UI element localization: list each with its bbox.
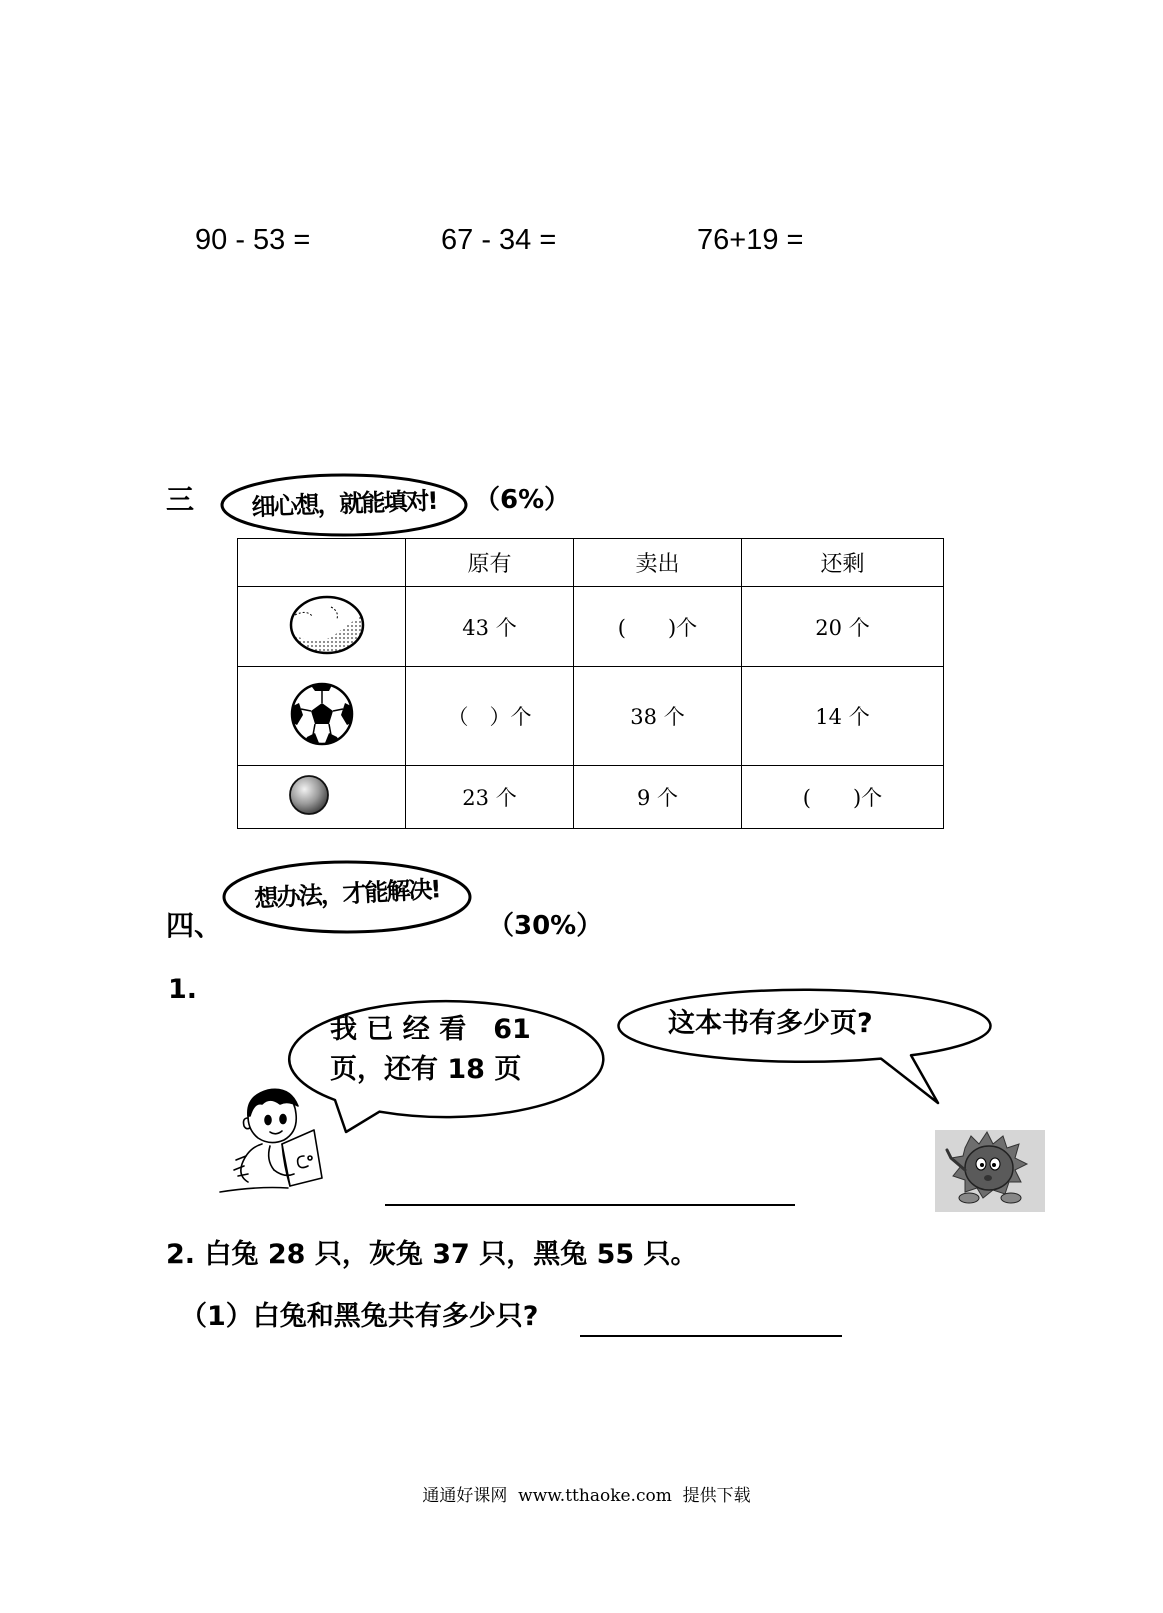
row3-sold: 9 个 [574,766,742,829]
question1-number: 1. [168,974,198,1005]
boy-speech-line-1: 我 已 经 看 61 [330,1014,531,1045]
section4-score: （30%） [488,911,603,941]
boy-reading-illustration [218,1086,342,1198]
section4-number: 四、 [166,909,223,942]
table-row [238,667,944,766]
table-row [238,766,944,829]
boy-speech-line-2: 页，还有 18 页 [330,1054,522,1085]
hedgehog-icon [935,1130,1045,1212]
table-header-row [238,539,944,587]
footer-credit: 通通好课网 www.tthaoke.com 提供下载 [422,1486,751,1506]
row1-sold: ( )个 [574,587,742,667]
row2-sold: 38 个 [574,667,742,766]
question-speech-bubble [606,982,1006,1112]
equation-2: 67 - 34 = [441,224,557,256]
goods-table [237,538,944,829]
question2-sub1: （1）白兔和黑兔共有多少只? [180,1301,539,1332]
item-cell [238,766,406,829]
section3-score: （6%） [474,485,571,515]
header-original: 原有 [406,539,574,587]
section4-badge-text: 想办法，才能解决! [253,875,441,913]
header-sold: 卖出 [574,539,742,587]
question-speech-text: 这本书有多少页? [668,1008,873,1039]
row2-original: （ ）个 [406,667,574,766]
item-cell [238,587,406,667]
row3-remaining: ( )个 [742,766,944,829]
header-remaining: 还剩 [742,539,944,587]
speech-bubble-shape [606,982,1006,1112]
row3-original: 23 个 [406,766,574,829]
gray-ball-icon [287,773,331,817]
row1-remaining: 20 个 [742,587,944,667]
section3-badge [218,472,470,538]
equation-3: 76+19 = [697,224,804,256]
header-item [238,539,406,587]
section3-number: 三 [166,483,195,516]
soccer-ball-icon [289,681,355,747]
equation-1: 90 - 53 = [195,224,311,256]
section4-badge [220,858,474,936]
row2-remaining: 14 个 [742,667,944,766]
question2-text: 2. 白兔 28 只，灰兔 37 只，黑兔 55 只。 [166,1239,698,1270]
item-cell [238,667,406,766]
answer-line-1 [385,1204,795,1206]
bread-icon [287,593,367,657]
row1-original: 43 个 [406,587,574,667]
answer-line-2 [580,1335,842,1337]
table-row [238,587,944,667]
section3-badge-text: 细心想，就能填对! [251,486,437,522]
